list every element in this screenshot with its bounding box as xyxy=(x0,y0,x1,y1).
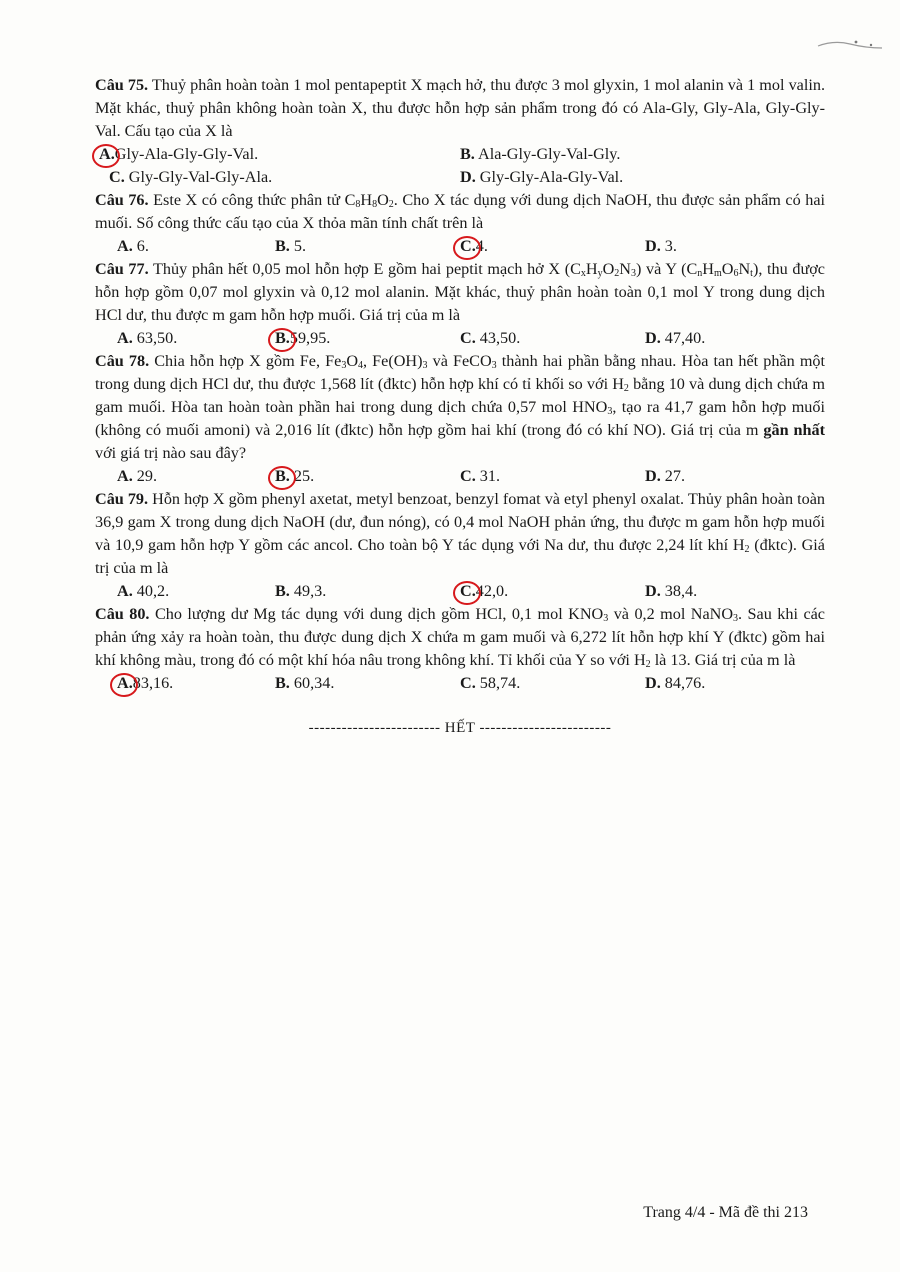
option-text: 84,76. xyxy=(664,674,706,692)
options-79 xyxy=(95,580,825,603)
option-text: 29. xyxy=(136,467,158,485)
question-number: Câu 75. xyxy=(95,76,149,94)
option-letter-circled: B. xyxy=(275,465,290,488)
question-78 xyxy=(95,350,825,465)
option-letter-circled: C. xyxy=(460,235,476,258)
option-c[interactable] xyxy=(460,672,645,695)
option-b[interactable] xyxy=(275,672,460,695)
question-number: Câu 77. xyxy=(95,260,149,278)
option-letter: B. xyxy=(460,145,475,163)
option-letter: A. xyxy=(117,467,133,485)
option-letter: D. xyxy=(645,467,661,485)
option-b[interactable] xyxy=(275,580,460,603)
option-letter: C. xyxy=(109,168,125,186)
question-text: Chia hỗn hợp X gồm Fe, $Fe_3O_4$, $Fe(OH)_3$ và FeCO$_3$ thành hai phần bằng nhau. Hòa tan hết phần một trong dung dịch HCl dư, thu được 1,568 lít (đktc) hỗn hợp khí có tỉ khối so với $H_2$ bằng 10 và dung dịch chứa m gam muối. Hòa tan hoàn toàn phần hai trong dung dịch chứa 0,57 mol $HNO_3$, tạo ra 41,7 gam hỗn hợp muối (không có muối amoni) và 2,016 lít (đktc) hỗn hợp gồm hai khí (trong đó có khí NO). Giá trị của m gần nhất với giá trị nào sau đây? xyxy=(95,352,825,462)
option-letter: B. xyxy=(275,237,290,255)
option-d[interactable] xyxy=(645,580,825,603)
options-77 xyxy=(95,327,825,350)
option-a[interactable] xyxy=(95,465,275,488)
option-b[interactable] xyxy=(275,235,460,258)
option-text: Ala-Gly-Gly-Val-Gly. xyxy=(478,145,621,163)
pen-mark-scribble xyxy=(816,30,886,60)
option-a[interactable] xyxy=(95,327,275,350)
option-text: 27. xyxy=(664,467,686,485)
question-number: Câu 79. xyxy=(95,490,149,508)
question-number: Câu 78. xyxy=(95,352,150,370)
option-text: 59,95. xyxy=(289,329,331,347)
question-text: Thủy phân hết 0,05 mol hỗn hợp E gồm hai peptit mạch hở X $(C_xH_yO_2N_3)$ và Y $(C_nH_mO_6N_t)$, thu được hỗn hợp gồm 0,07 mol glyxin và 0,12 mol alanin. Mặt khác, thuỷ phân hoàn toàn 0,1 mol Y trong dung dịch HCl dư, thu được m gam hỗn hợp muối. Giá trị của m là xyxy=(95,260,825,324)
option-a[interactable] xyxy=(95,580,275,603)
option-letter: A. xyxy=(117,237,133,255)
option-c[interactable] xyxy=(95,166,460,189)
question-text: Thuỷ phân hoàn toàn 1 mol pentapeptit X mạch hở, thu được 3 mol glyxin, 1 mol alanin và 1 mol valin. Mặt khác, thuỷ phân không hoàn toàn X, thu được hỗn hợp sản phẩm trong đó có Ala-Gly, Gly-Ala, Gly-Gly-Val. Cấu tạo của X là xyxy=(95,76,825,140)
option-text: 4. xyxy=(475,237,488,255)
option-b[interactable] xyxy=(275,465,460,488)
option-text: 38,4. xyxy=(664,582,698,600)
option-text: Gly-Gly-Val-Gly-Ala. xyxy=(128,168,273,186)
option-letter: B. xyxy=(275,674,290,692)
question-number: Câu 80. xyxy=(95,605,150,623)
option-c[interactable] xyxy=(460,327,645,350)
option-text: 31. xyxy=(479,467,501,485)
option-letter: C. xyxy=(460,674,476,692)
option-text: 25. xyxy=(293,467,315,485)
option-b[interactable] xyxy=(275,327,460,350)
question-text: Este X có công thức phân tử $C_8H_8O_2$. Cho X tác dụng với dung dịch NaOH, thu được sản phẩm có hai muối. Số công thức cấu tạo của X thỏa mãn tính chất trên là xyxy=(95,191,826,232)
option-text: 60,34. xyxy=(293,674,335,692)
option-letter: D. xyxy=(645,237,661,255)
option-text: Gly-Ala-Gly-Gly-Val. xyxy=(114,145,259,163)
question-number: Câu 76. xyxy=(95,191,149,209)
option-text: 47,40. xyxy=(664,329,706,347)
option-c[interactable] xyxy=(460,465,645,488)
question-text: Cho lượng dư Mg tác dụng với dung dịch gồm HCl, 0,1 mol $KNO_3$ và 0,2 mol NaNO$_3$. Sau khi các phản ứng xảy ra hoàn toàn, thu được dung dịch X chứa m gam muối và 6,272 lít hỗn hợp khí Y (đktc) gồm hai khí không màu, trong đó có một khí hóa nâu trong không khí. Tỉ khối của Y so với $H_2$ là 13. Giá trị của m là xyxy=(95,605,825,670)
option-a[interactable] xyxy=(95,235,275,258)
option-letter: D. xyxy=(460,168,476,186)
options-80 xyxy=(95,672,825,695)
option-text: 3. xyxy=(664,237,677,255)
option-letter-circled: A. xyxy=(117,672,133,695)
page-footer: Trang 4/4 - Mã đề thi 213 xyxy=(643,1204,808,1221)
option-letter: D. xyxy=(645,582,661,600)
option-letter: D. xyxy=(645,674,661,692)
question-80 xyxy=(95,603,825,672)
option-letter: C. xyxy=(460,467,476,485)
question-79 xyxy=(95,488,825,580)
option-letter: B. xyxy=(275,582,290,600)
option-d[interactable] xyxy=(645,465,825,488)
option-text: 40,2. xyxy=(136,582,170,600)
option-text: 43,50. xyxy=(479,329,521,347)
question-76 xyxy=(95,189,825,235)
end-marker: ------------------------ HẾT ------------------------ xyxy=(308,720,612,736)
option-a[interactable] xyxy=(95,672,275,695)
option-letter-circled: C. xyxy=(460,580,476,603)
options-75 xyxy=(95,143,825,189)
option-text: 6. xyxy=(136,237,149,255)
option-d[interactable] xyxy=(460,166,825,189)
option-letter-circled: A. xyxy=(99,143,115,166)
option-text: 42,0. xyxy=(475,582,509,600)
option-d[interactable] xyxy=(645,235,825,258)
questions-area xyxy=(95,74,825,740)
option-text: 83,16. xyxy=(132,674,174,692)
option-letter: A. xyxy=(117,582,133,600)
option-text: 63,50. xyxy=(136,329,178,347)
option-b[interactable] xyxy=(460,143,825,166)
option-d[interactable] xyxy=(645,327,825,350)
option-a[interactable] xyxy=(95,143,460,166)
option-d[interactable] xyxy=(645,672,825,695)
option-text: Gly-Gly-Ala-Gly-Val. xyxy=(479,168,624,186)
options-76 xyxy=(95,235,825,258)
option-c[interactable] xyxy=(460,580,645,603)
option-letter-circled: B. xyxy=(275,327,290,350)
option-text: 49,3. xyxy=(293,582,327,600)
option-letter: C. xyxy=(460,329,476,347)
option-text: 58,74. xyxy=(479,674,521,692)
question-text: Hỗn hợp X gồm phenyl axetat, metyl benzoat, benzyl fomat và etyl phenyl oxalat. Thủy phân hoàn toàn 36,9 gam X trong dung dịch NaOH (dư, đun nóng), có 0,4 mol NaOH phản ứng, thu được m gam hỗn hợp muối và 10,9 gam hỗn hợp Y gồm các ancol. Cho toàn bộ Y tác dụng với Na dư, thu được 2,24 lít khí $H_2$ (đktc). Giá trị của m là xyxy=(95,490,825,577)
question-75 xyxy=(95,74,825,143)
option-letter: D. xyxy=(645,329,661,347)
options-78 xyxy=(95,465,825,488)
option-c[interactable] xyxy=(460,235,645,258)
option-letter: A. xyxy=(117,329,133,347)
question-77 xyxy=(95,258,825,327)
option-text: 5. xyxy=(293,237,307,255)
